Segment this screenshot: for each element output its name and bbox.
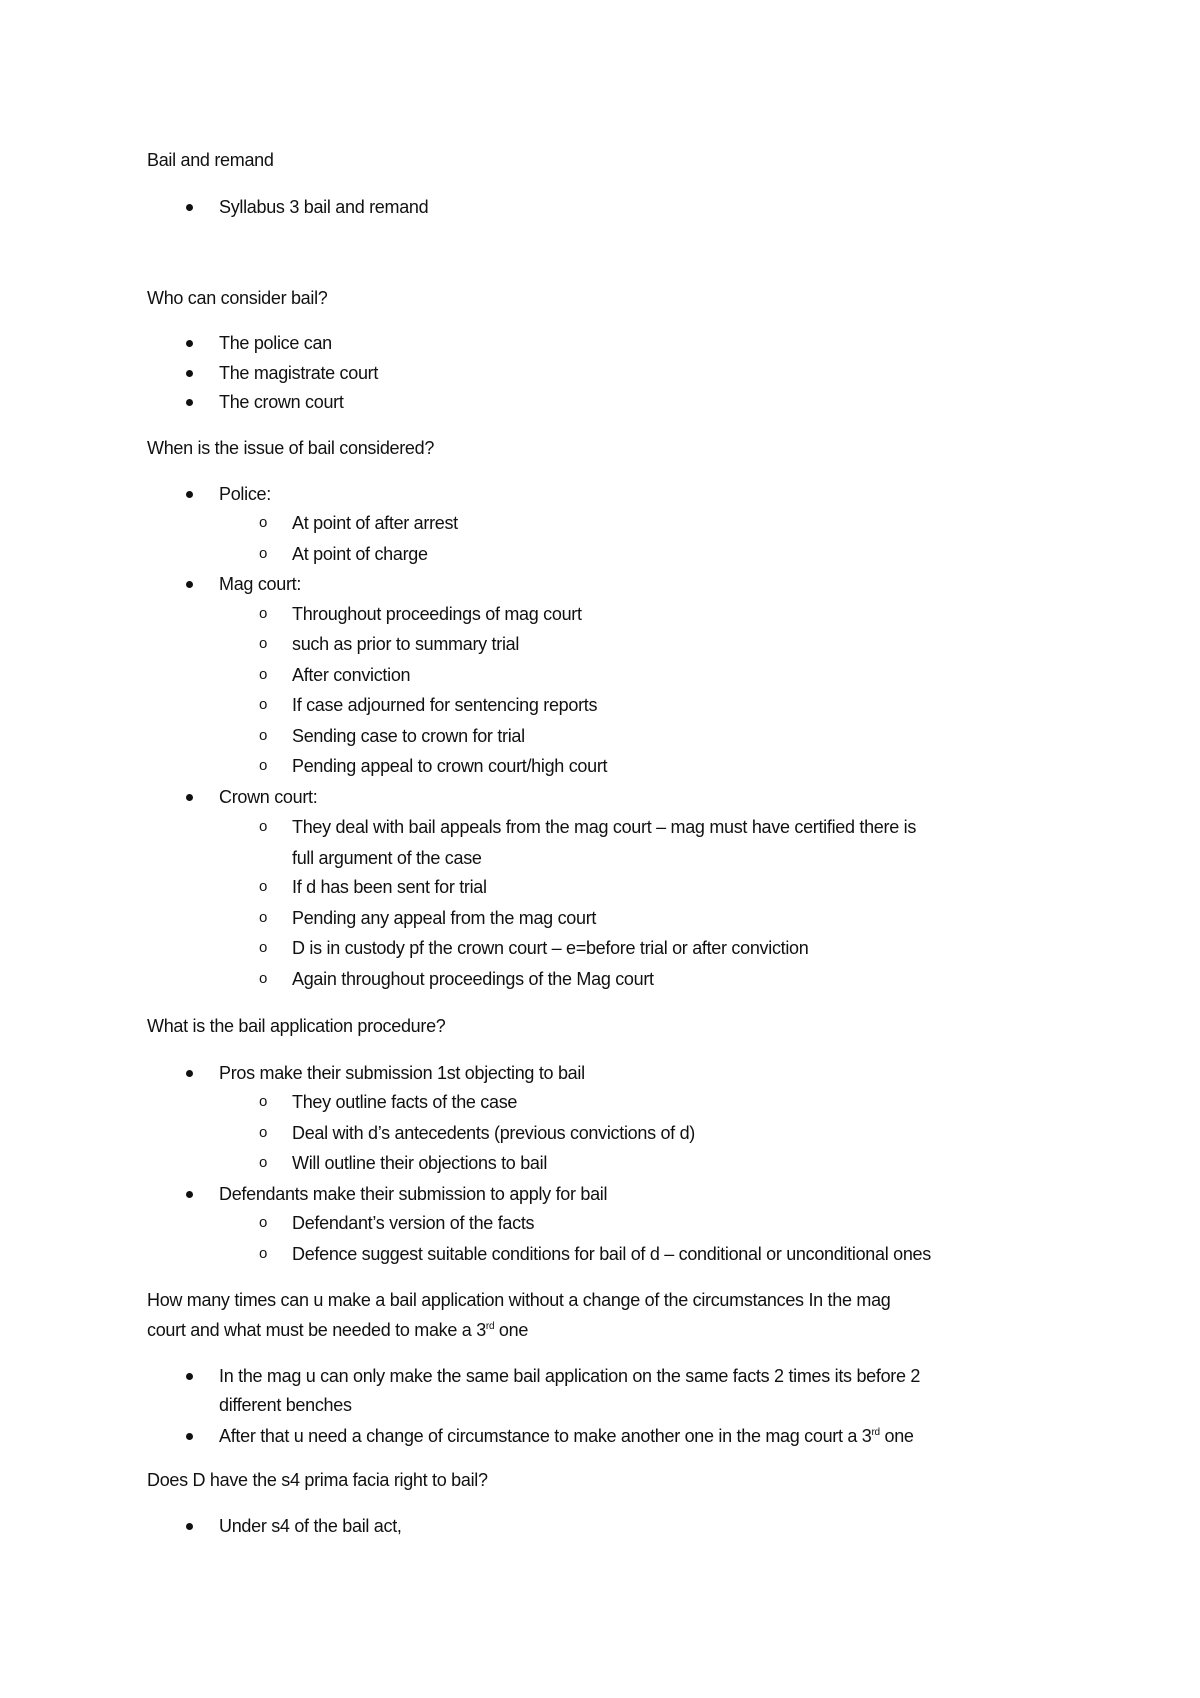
section-heading: What is the bail application procedure? xyxy=(147,1016,446,1036)
list-item: Syllabus 3 bail and remand xyxy=(219,197,429,217)
list-item: In the mag u can only make the same bail application on the same facts 2 times its before 2 xyxy=(219,1366,921,1386)
sub-list-item: Defendant’s version of the facts xyxy=(292,1213,535,1233)
sub-bullet-icon: o xyxy=(259,970,268,987)
list-item: Crown court: xyxy=(219,787,318,807)
sub-list-item: Throughout proceedings of mag court xyxy=(292,604,582,624)
list-item: Defendants make their submission to apply for bail xyxy=(219,1184,608,1204)
list-item: The crown court xyxy=(219,392,344,412)
bullet-icon xyxy=(186,794,193,801)
bullet-icon xyxy=(186,491,193,498)
section-heading: Does D have the s4 prima facia right to bail? xyxy=(147,1470,488,1490)
bullet-icon xyxy=(186,1191,193,1198)
heading-text: court and what must be needed to make a 3 xyxy=(147,1320,486,1340)
section-heading: Who can consider bail? xyxy=(147,288,328,308)
bullet-icon xyxy=(186,370,193,377)
sub-bullet-icon: o xyxy=(259,635,268,652)
bullet-icon xyxy=(186,1433,193,1440)
sub-list-item: If case adjourned for sentencing reports xyxy=(292,695,598,715)
list-item: Pros make their submission 1st objecting to bail xyxy=(219,1063,585,1083)
bullet-icon xyxy=(186,1523,193,1530)
sub-bullet-icon: o xyxy=(259,757,268,774)
bullet-icon xyxy=(186,1070,193,1077)
section-heading-continuation xyxy=(147,1319,528,1341)
sub-bullet-icon: o xyxy=(259,1245,268,1262)
list-item: The magistrate court xyxy=(219,363,379,383)
item-text: one xyxy=(879,1426,914,1446)
sub-bullet-icon: o xyxy=(259,1214,268,1231)
list-item: Under s4 of the bail act, xyxy=(219,1516,402,1536)
sub-list-item: Deal with d’s antecedents (previous convictions of d) xyxy=(292,1123,695,1143)
sub-bullet-icon: o xyxy=(259,696,268,713)
ordinal-suffix: rd xyxy=(485,1321,495,1332)
sub-list-item: D is in custody pf the crown court – e=before trial or after conviction xyxy=(292,938,809,958)
sub-list-item: They outline facts of the case xyxy=(292,1092,518,1112)
sub-list-item: Will outline their objections to bail xyxy=(292,1153,548,1173)
sub-bullet-icon: o xyxy=(259,1154,268,1171)
sub-bullet-icon: o xyxy=(259,514,268,531)
sub-list-item: Again throughout proceedings of the Mag court xyxy=(292,969,654,989)
list-item: Mag court: xyxy=(219,574,302,594)
bullet-icon xyxy=(186,340,193,347)
sub-bullet-icon: o xyxy=(259,939,268,956)
sub-list-item: They deal with bail appeals from the mag court – mag must have certified there is xyxy=(292,817,917,837)
sub-bullet-icon: o xyxy=(259,818,268,835)
sub-bullet-icon: o xyxy=(259,605,268,622)
section-heading: When is the issue of bail considered? xyxy=(147,438,435,458)
sub-bullet-icon: o xyxy=(259,1093,268,1110)
sub-list-item: Sending case to crown for trial xyxy=(292,726,525,746)
sub-bullet-icon: o xyxy=(259,727,268,744)
sub-list-item: At point of after arrest xyxy=(292,513,458,533)
bullet-icon xyxy=(186,1373,193,1380)
sub-bullet-icon: o xyxy=(259,909,268,926)
list-item: The police can xyxy=(219,333,332,353)
list-item xyxy=(219,1425,914,1447)
sub-list-item: Pending appeal to crown court/high court xyxy=(292,756,608,776)
ordinal-suffix: rd xyxy=(871,1427,880,1438)
sub-bullet-icon: o xyxy=(259,545,268,562)
sub-list-item: At point of charge xyxy=(292,544,428,564)
document-title: Bail and remand xyxy=(147,150,274,170)
section-heading: How many times can u make a bail application without a change of the circumstances In the mag xyxy=(147,1290,891,1310)
bullet-icon xyxy=(186,581,193,588)
sub-list-item-continuation: full argument of the case xyxy=(292,848,482,868)
sub-list-item: After conviction xyxy=(292,665,411,685)
sub-list-item: such as prior to summary trial xyxy=(292,634,520,654)
sub-list-item: Defence suggest suitable conditions for bail of d – conditional or unconditional ones xyxy=(292,1244,931,1264)
list-item-continuation: different benches xyxy=(219,1395,352,1415)
bullet-icon xyxy=(186,399,193,406)
sub-bullet-icon: o xyxy=(259,1124,268,1141)
sub-list-item: If d has been sent for trial xyxy=(292,877,487,897)
list-item: Police: xyxy=(219,484,271,504)
heading-text: one xyxy=(494,1320,529,1340)
sub-list-item: Pending any appeal from the mag court xyxy=(292,908,597,928)
sub-bullet-icon: o xyxy=(259,666,268,683)
sub-bullet-icon: o xyxy=(259,878,268,895)
bullet-icon xyxy=(186,204,193,211)
item-text: After that u need a change of circumstance to make another one in the mag court a 3 xyxy=(219,1426,872,1446)
